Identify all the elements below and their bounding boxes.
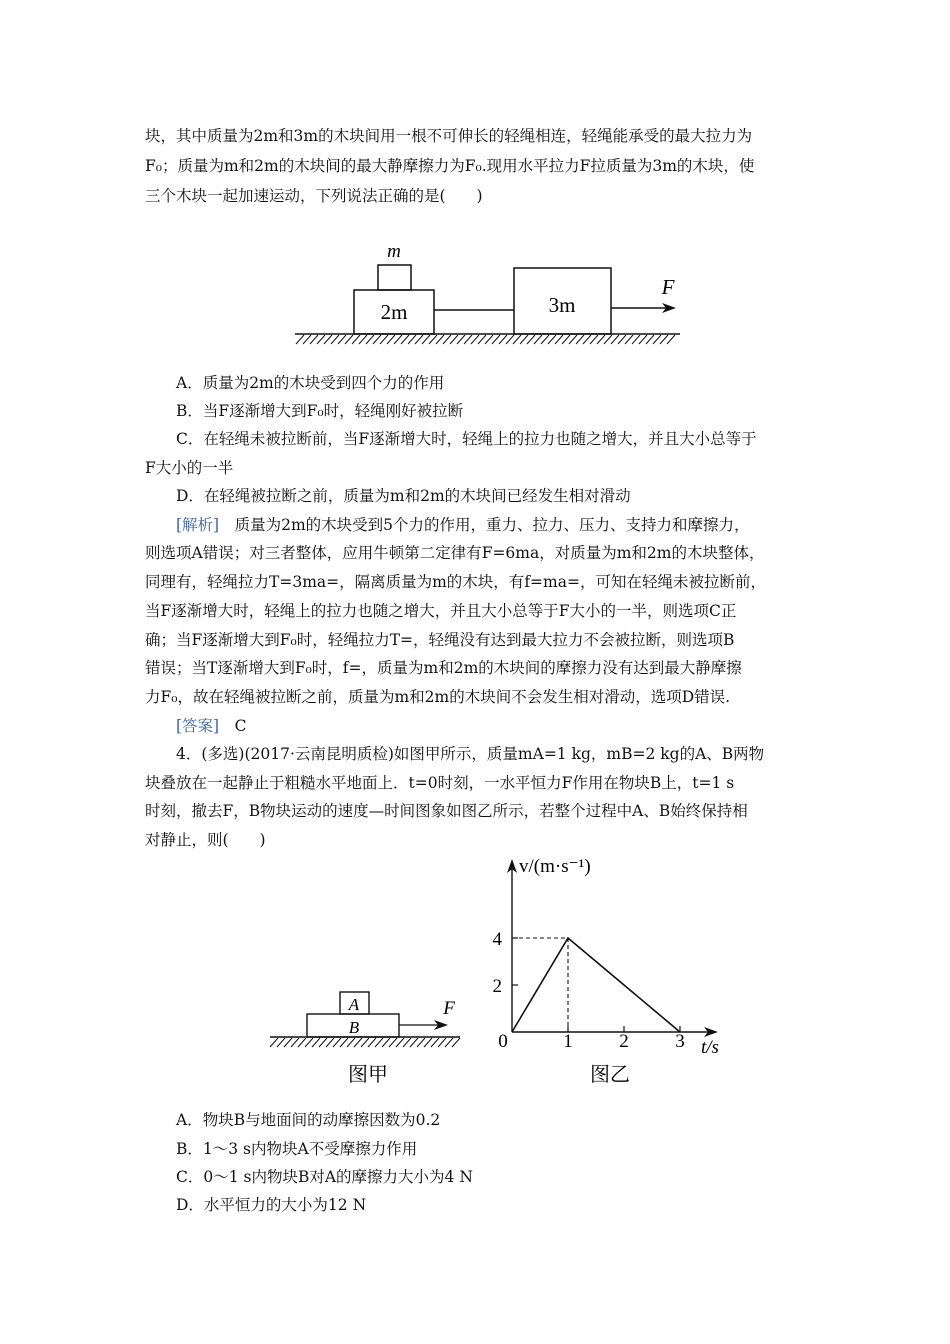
q3-analysis-line-2: 则选项A错误；对三者整体，应用牛顿第二定律有F=6ma，对质量为m和2m的木块整体，: [145, 544, 765, 562]
label-b: B: [348, 1018, 360, 1037]
label-m: m: [387, 241, 401, 262]
x-tick-label: 1: [563, 1031, 573, 1052]
origin-label: 0: [498, 1031, 508, 1052]
q3-analysis-line-4: 当F逐渐增大时，轻绳上的拉力也随之增大，并且大小总等于F大小的一半，则选项C正: [145, 602, 737, 620]
q3-option-c: C．在轻绳未被拉断前，当F逐渐增大时，轻绳上的拉力也随之增大，并且大小总等于: [176, 430, 757, 448]
x-tick-label: 3: [675, 1031, 685, 1052]
q4-option-c: C．0～1 s内物块B对A的摩擦力大小为4 N: [176, 1168, 473, 1186]
q4-figure-a: [262, 980, 472, 1090]
answer-tag: [答案]: [176, 717, 220, 735]
label-a: A: [348, 995, 360, 1014]
q3-stem-line-1: 块，其中质量为2m和3m的木块间用一根不可伸长的轻绳相连，轻绳能承受的最大拉力为: [145, 127, 753, 145]
q3-analysis-line-1: [解析] 质量为2m的木块受到5个力的作用，重力、拉力、压力、支持力和摩擦力，: [176, 516, 750, 534]
q4-stem-line-3: 时刻，撤去F，B物块运动的速度—时间图象如图乙所示，若整个过程中A、B始终保持相: [145, 802, 748, 820]
q3-option-a: A．质量为2m的木块受到四个力的作用: [176, 374, 445, 392]
q3-answer: [答案] C: [176, 717, 247, 735]
q3-stem-line-2: F₀；质量为m和2m的木块间的最大静摩擦力为F₀.现用水平拉力F拉质量为3m的木块，使: [145, 157, 755, 175]
label-force-a: F: [443, 998, 455, 1019]
q3-analysis-line-5: 确；当F逐渐增大到F₀时，轻绳拉力T=，轻绳没有达到最大拉力不会被拉断，则选项B: [145, 631, 735, 649]
q4-stem-line-1: 4．(多选)(2017·云南昆明质检)如图甲所示，质量mA=1 kg，mB=2 kg的A、B两物: [176, 745, 765, 763]
q4-stem-line-2: 块叠放在一起静止于粗糙水平地面上．t=0时刻，一水平恒力F作用在物块B上，t=1 s: [145, 774, 735, 792]
y-tick-label: 4: [492, 929, 502, 950]
caption-a: 图甲: [348, 1064, 388, 1086]
q3-analysis-line-6: 错误；当T逐渐增大到F₀时，f=，质量为m和2m的木块间的摩擦力没有达到最大静摩擦: [145, 659, 742, 677]
q3-figure: [290, 236, 690, 351]
q3-option-c-cont: F大小的一半: [145, 459, 234, 477]
q4-stem-line-4: 对静止，则( ): [145, 831, 266, 849]
q4-option-b: B．1～3 s内物块A不受摩擦力作用: [176, 1140, 418, 1158]
q4-option-d: D．水平恒力的大小为12 N: [176, 1196, 367, 1214]
label-2m: 2m: [380, 300, 408, 324]
label-force: F: [661, 275, 675, 299]
block-m: [378, 265, 411, 290]
q3-option-b: B．当F逐渐增大到F₀时，轻绳刚好被拉断: [176, 402, 464, 420]
x-tick-label: 2: [619, 1031, 629, 1052]
q3-stem-line-3: 三个木块一起加速运动，下列说法正确的是( ): [145, 187, 483, 205]
caption-b: 图乙: [590, 1064, 630, 1086]
q3-analysis-line-7: 力F₀，故在轻绳被拉断之前，质量为m和2m的木块间不会发生相对滑动，选项D错误.: [145, 688, 731, 706]
y-tick-label: 2: [492, 976, 502, 997]
q4-option-a: A．物块B与地面间的动摩擦因数为0.2: [176, 1111, 441, 1129]
y-axis-label: v/(m·s⁻¹): [519, 856, 591, 877]
q3-analysis-line-3: 同理有，轻绳拉力T=3ma=，隔离质量为m的木块，有f=ma=，可知在轻绳未被拉断前，: [145, 573, 766, 591]
vt-curve: [512, 938, 680, 1032]
analysis-tag: [解析]: [176, 516, 220, 534]
q3-option-d: D．在轻绳被拉断之前，质量为m和2m的木块间已经发生相对滑动: [176, 487, 631, 505]
q4-figure-b: [485, 845, 745, 1095]
label-3m: 3m: [548, 293, 576, 317]
x-axis-label: t/s: [701, 1037, 719, 1058]
